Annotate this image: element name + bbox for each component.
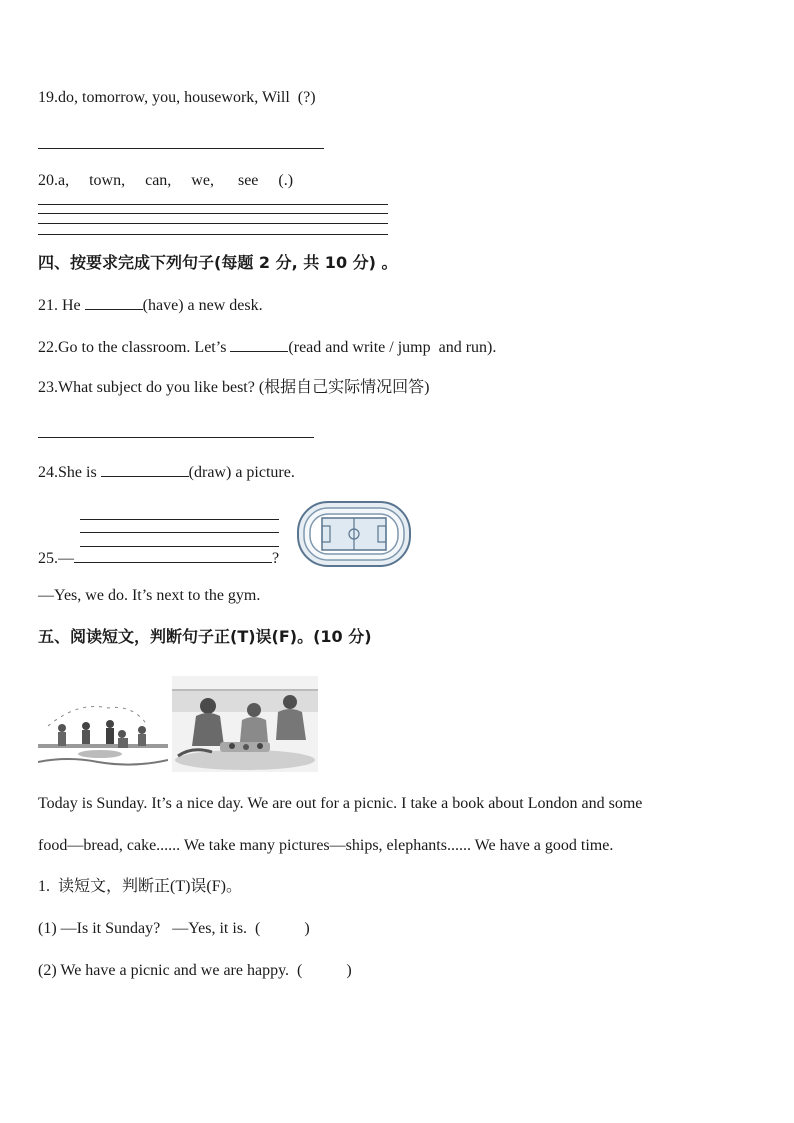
q24-blank[interactable] — [101, 462, 189, 477]
q24-before: 24.She is — [38, 464, 101, 481]
running-track-with-field-icon — [296, 500, 412, 568]
true-false-item-1: (1) —Is it Sunday? —Yes, it is. ( ) — [38, 920, 310, 937]
question-20: 20.a, town, can, we, see (.) — [38, 172, 294, 189]
question-22 — [38, 337, 496, 358]
question-19: 19.do, tomorrow, you, housework, Will (?) — [38, 89, 316, 106]
section-4-heading: 四、按要求完成下列句子(每题 2 分, 共 10 分) 。 — [38, 253, 398, 272]
q22-after: (read and write / jump and run). — [288, 339, 497, 356]
section-5-heading: 五、阅读短文，判断句子正(T)误(F)。(10 分) — [38, 627, 372, 646]
task-instruction: 1. 读短文，判断正(T)误(F)。 — [38, 878, 242, 895]
answer-line-20d — [38, 234, 388, 235]
q21-before: 21. He — [38, 297, 85, 314]
passage-line-1: Today is Sunday. It’s a nice day. We are out for a picnic. I take a book about London and some — [38, 795, 643, 812]
q22-blank[interactable] — [230, 337, 288, 352]
q25-suffix: ? — [272, 550, 280, 567]
question-23: 23.What subject do you like best? (根据自己实际情况回答) — [38, 379, 430, 396]
question-21 — [38, 295, 263, 316]
q24-after: (draw) a picture. — [188, 464, 295, 481]
true-false-item-2: (2) We have a picnic and we are happy. ( ) — [38, 962, 352, 979]
answer-line-20b — [38, 213, 388, 214]
passage-line-2: food—bread, cake...... We take many pictures—ships, elephants...... We have a good time. — [38, 837, 614, 854]
question-25-answer: —Yes, we do. It’s next to the gym. — [38, 587, 261, 604]
q25-prefix: 25.— — [38, 550, 74, 567]
answer-line-25c — [80, 546, 279, 547]
q21-after: (have) a new desk. — [142, 297, 263, 314]
answer-line-25b — [80, 532, 279, 533]
q25-blank[interactable] — [74, 548, 272, 563]
question-24 — [38, 462, 295, 483]
people-picnic-sketch — [38, 696, 168, 770]
family-picnic-photo — [172, 676, 318, 772]
q22-before: 22.Go to the classroom. Let’s — [38, 339, 231, 356]
reading-passage — [38, 783, 768, 867]
answer-line-20a — [38, 204, 388, 205]
question-25 — [38, 548, 279, 569]
q21-blank[interactable] — [85, 295, 143, 310]
answer-line-23 — [38, 437, 314, 438]
answer-line-25a — [80, 519, 279, 520]
answer-line-19 — [38, 148, 324, 149]
answer-line-20c — [38, 223, 388, 224]
